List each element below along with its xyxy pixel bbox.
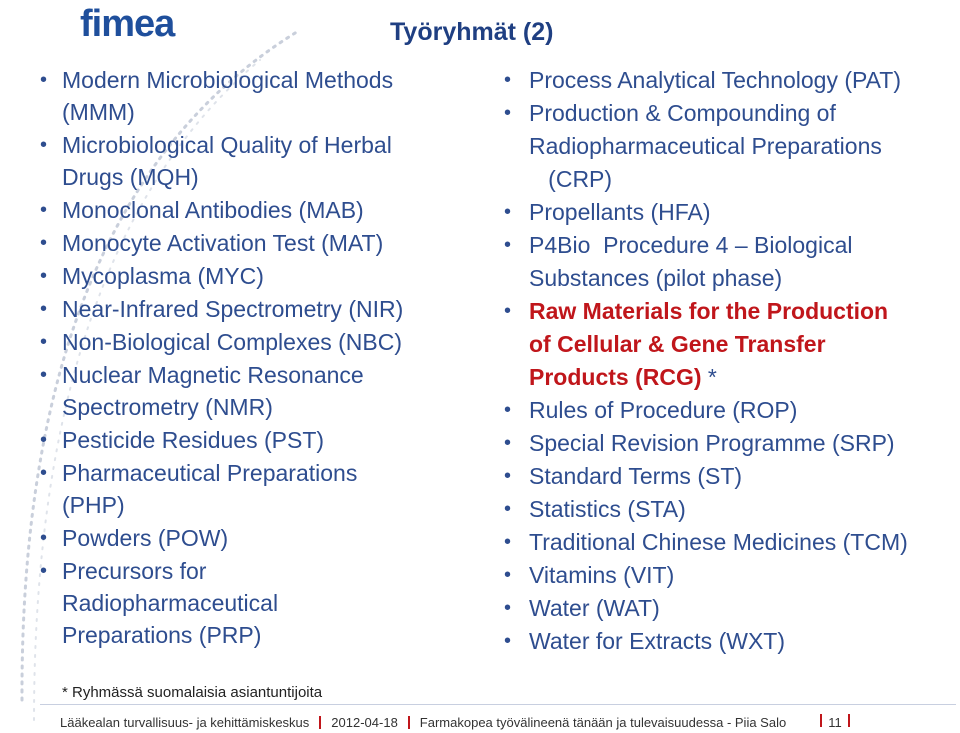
bullet-icon: • xyxy=(504,531,512,553)
right-list-item-continuation xyxy=(504,328,908,361)
bullet-icon: • xyxy=(504,300,512,322)
right-list-item xyxy=(504,196,908,229)
left-list-item-continuation xyxy=(40,96,403,129)
bullet-icon: • xyxy=(40,265,48,287)
left-list-item xyxy=(40,64,403,97)
footer-org: Lääkealan turvallisuus- ja kehittämiskeskus xyxy=(60,714,310,730)
left-item-text: Modern Microbiological Methods xyxy=(62,67,394,93)
left-item-text: Radiopharmaceutical xyxy=(62,590,279,616)
right-item-text: Radiopharmaceutical Preparations xyxy=(529,133,882,159)
right-list-item-continuation xyxy=(504,163,908,196)
right-item-text: Water for Extracts (WXT) xyxy=(529,628,785,654)
right-item-text: (CRP) xyxy=(529,166,613,192)
footer-separator xyxy=(408,716,410,729)
footer-divider xyxy=(40,704,956,705)
bullet-icon: • xyxy=(40,134,48,156)
right-list-item xyxy=(504,229,908,262)
right-list-item xyxy=(504,394,908,427)
right-item-text: Propellants (HFA) xyxy=(529,199,711,225)
bullet-icon: • xyxy=(40,462,48,484)
left-list-item xyxy=(40,457,403,490)
right-list-item-continuation xyxy=(504,262,908,295)
right-list-item xyxy=(504,295,908,328)
right-list-item-continuation xyxy=(504,130,908,163)
slide-title: Työryhmät (2) xyxy=(390,18,554,46)
left-list-item-continuation xyxy=(40,161,403,194)
right-working-group-list xyxy=(504,64,908,658)
bullet-icon: • xyxy=(40,364,48,386)
right-item-text: Water (WAT) xyxy=(529,595,660,621)
left-item-text: Spectrometry (NMR) xyxy=(62,394,273,420)
footer-page-wrap xyxy=(814,714,856,730)
bullet-icon: • xyxy=(504,399,512,421)
slide-footer xyxy=(60,714,856,730)
bullet-icon: • xyxy=(504,432,512,454)
bullet-icon: • xyxy=(504,597,512,619)
right-item-text: Products (RCG) xyxy=(529,364,702,390)
right-item-text: P4Bio Procedure 4 – Biological xyxy=(529,232,853,258)
right-list-item xyxy=(504,493,908,526)
bullet-icon: • xyxy=(504,498,512,520)
bullet-icon: • xyxy=(40,560,48,582)
left-list-item xyxy=(40,359,403,392)
right-item-text: Production & Compounding of xyxy=(529,100,836,126)
bullet-icon: • xyxy=(40,331,48,353)
left-item-text: Powders (POW) xyxy=(62,525,229,551)
left-list-item-continuation xyxy=(40,489,403,522)
left-list-item xyxy=(40,227,403,260)
left-item-text: Drugs (MQH) xyxy=(62,164,199,190)
footer-separator xyxy=(848,714,850,727)
bullet-icon: • xyxy=(40,429,48,451)
left-list-item xyxy=(40,555,403,588)
left-list-item xyxy=(40,293,403,326)
footer-talk: Farmakopea työvälineenä tänään ja tulevaisuudessa - Piia Salo xyxy=(419,714,787,730)
left-list-item-continuation xyxy=(40,619,403,652)
bullet-icon: • xyxy=(504,234,512,256)
bullet-icon: • xyxy=(504,465,512,487)
bullet-icon: • xyxy=(40,199,48,221)
left-working-group-list xyxy=(40,64,403,652)
bullet-icon: • xyxy=(504,102,512,124)
footer-separator xyxy=(820,714,822,727)
bullet-icon: • xyxy=(504,201,512,223)
right-item-text: Special Revision Programme (SRP) xyxy=(529,430,895,456)
footer-separator xyxy=(319,716,321,729)
left-list-item-continuation xyxy=(40,391,403,424)
page-number: 11 xyxy=(828,715,842,730)
left-item-text: Microbiological Quality of Herbal xyxy=(62,132,392,158)
left-item-text: Non-Biological Complexes (NBC) xyxy=(62,329,403,355)
bullet-icon: • xyxy=(40,232,48,254)
left-item-text: Preparations (PRP) xyxy=(62,622,262,648)
right-item-text: Rules of Procedure (ROP) xyxy=(529,397,798,423)
footnote-marker: * xyxy=(701,364,717,390)
right-list-item xyxy=(504,64,908,97)
left-list-item xyxy=(40,424,403,457)
bullet-icon: • xyxy=(504,564,512,586)
left-item-text: Mycoplasma (MYC) xyxy=(62,263,264,289)
right-list-item xyxy=(504,625,908,658)
right-list-item xyxy=(504,526,908,559)
left-item-text: (MMM) xyxy=(62,99,135,125)
right-item-text: Statistics (STA) xyxy=(529,496,686,522)
left-list-item xyxy=(40,326,403,359)
bullet-icon: • xyxy=(504,630,512,652)
bullet-icon: • xyxy=(40,298,48,320)
left-item-text: Pesticide Residues (PST) xyxy=(62,427,325,453)
right-item-text: Substances (pilot phase) xyxy=(529,265,783,291)
bullet-icon: • xyxy=(40,527,48,549)
left-item-text: Pharmaceutical Preparations xyxy=(62,460,358,486)
right-list-item xyxy=(504,559,908,592)
right-item-text: Traditional Chinese Medicines (TCM) xyxy=(529,529,908,555)
bullet-icon: • xyxy=(40,69,48,91)
right-item-text: of Cellular & Gene Transfer xyxy=(529,331,826,357)
right-item-text: Standard Terms (ST) xyxy=(529,463,743,489)
right-list-item-continuation xyxy=(504,361,908,394)
right-item-text: Vitamins (VIT) xyxy=(529,562,675,588)
left-list-item xyxy=(40,129,403,162)
bullet-icon: • xyxy=(504,69,512,91)
left-item-text: Monocyte Activation Test (MAT) xyxy=(62,230,384,256)
left-list-item xyxy=(40,260,403,293)
right-list-item xyxy=(504,592,908,625)
left-item-text: Nuclear Magnetic Resonance xyxy=(62,362,364,388)
left-item-text: (PHP) xyxy=(62,492,125,518)
footer-date: 2012-04-18 xyxy=(331,714,398,730)
fimea-logo xyxy=(80,3,190,45)
footnote: * Ryhmässä suomalaisia asiantuntijoita xyxy=(62,684,323,701)
right-list-item xyxy=(504,97,908,130)
right-list-item xyxy=(504,460,908,493)
right-item-text: Process Analytical Technology (PAT) xyxy=(529,67,901,93)
left-item-text: Near-Infrared Spectrometry (NIR) xyxy=(62,296,404,322)
left-list-item xyxy=(40,522,403,555)
logo-text: fimea xyxy=(80,3,175,45)
left-item-text: Precursors for xyxy=(62,558,207,584)
left-item-text: Monoclonal Antibodies (MAB) xyxy=(62,197,364,223)
right-item-text: Raw Materials for the Production xyxy=(529,298,889,324)
left-list-item xyxy=(40,194,403,227)
left-list-item-continuation xyxy=(40,587,403,620)
right-list-item xyxy=(504,427,908,460)
